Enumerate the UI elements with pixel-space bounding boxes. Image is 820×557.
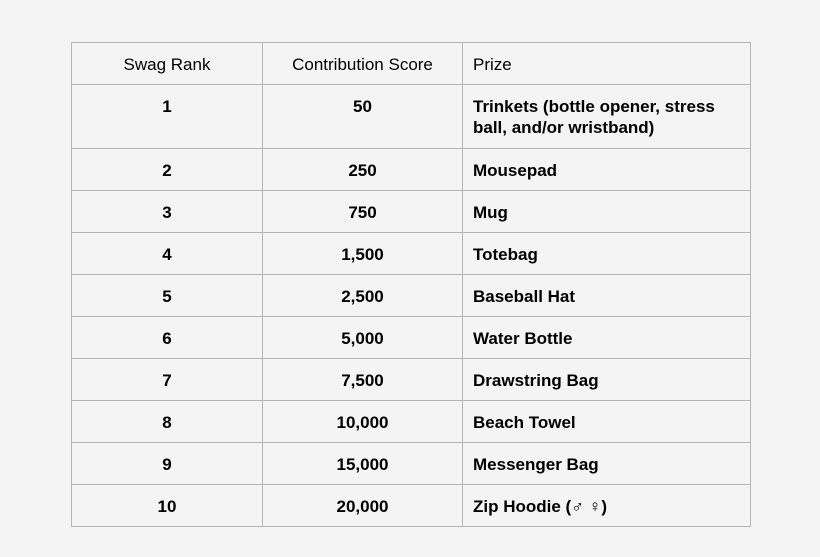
score-cell: 50 (263, 85, 463, 149)
prize-cell: Mousepad (463, 149, 751, 191)
table-row (72, 85, 751, 149)
prize-cell: Totebag (463, 233, 751, 275)
table-row (72, 443, 751, 485)
swag-rank-table (71, 42, 751, 527)
prize-cell: Water Bottle (463, 317, 751, 359)
table-row (72, 275, 751, 317)
score-cell: 750 (263, 191, 463, 233)
header-prize: Prize (463, 43, 751, 85)
table-header-row (72, 43, 751, 85)
score-cell: 10,000 (263, 401, 463, 443)
rank-cell: 8 (72, 401, 263, 443)
prize-cell: Messenger Bag (463, 443, 751, 485)
prize-cell: Mug (463, 191, 751, 233)
table-row (72, 401, 751, 443)
score-cell: 250 (263, 149, 463, 191)
score-cell: 15,000 (263, 443, 463, 485)
score-cell: 5,000 (263, 317, 463, 359)
rank-cell: 6 (72, 317, 263, 359)
rank-cell: 7 (72, 359, 263, 401)
prize-cell: Drawstring Bag (463, 359, 751, 401)
prize-cell: Beach Towel (463, 401, 751, 443)
prize-cell: Zip Hoodie (♂ ♀) (463, 485, 751, 527)
rank-cell: 2 (72, 149, 263, 191)
table-row (72, 191, 751, 233)
prize-cell: Trinkets (bottle opener, stress ball, and/or wristband) (463, 85, 751, 149)
rank-cell: 1 (72, 85, 263, 149)
score-cell: 2,500 (263, 275, 463, 317)
prize-cell: Baseball Hat (463, 275, 751, 317)
table-row (72, 317, 751, 359)
rank-cell: 9 (72, 443, 263, 485)
rank-cell: 4 (72, 233, 263, 275)
table-row (72, 149, 751, 191)
header-swag-rank: Swag Rank (72, 43, 263, 85)
rank-cell: 10 (72, 485, 263, 527)
score-cell: 1,500 (263, 233, 463, 275)
rank-cell: 3 (72, 191, 263, 233)
score-cell: 7,500 (263, 359, 463, 401)
table-row (72, 485, 751, 527)
score-cell: 20,000 (263, 485, 463, 527)
table-row (72, 233, 751, 275)
rank-cell: 5 (72, 275, 263, 317)
header-contribution-score: Contribution Score (263, 43, 463, 85)
table-row (72, 359, 751, 401)
